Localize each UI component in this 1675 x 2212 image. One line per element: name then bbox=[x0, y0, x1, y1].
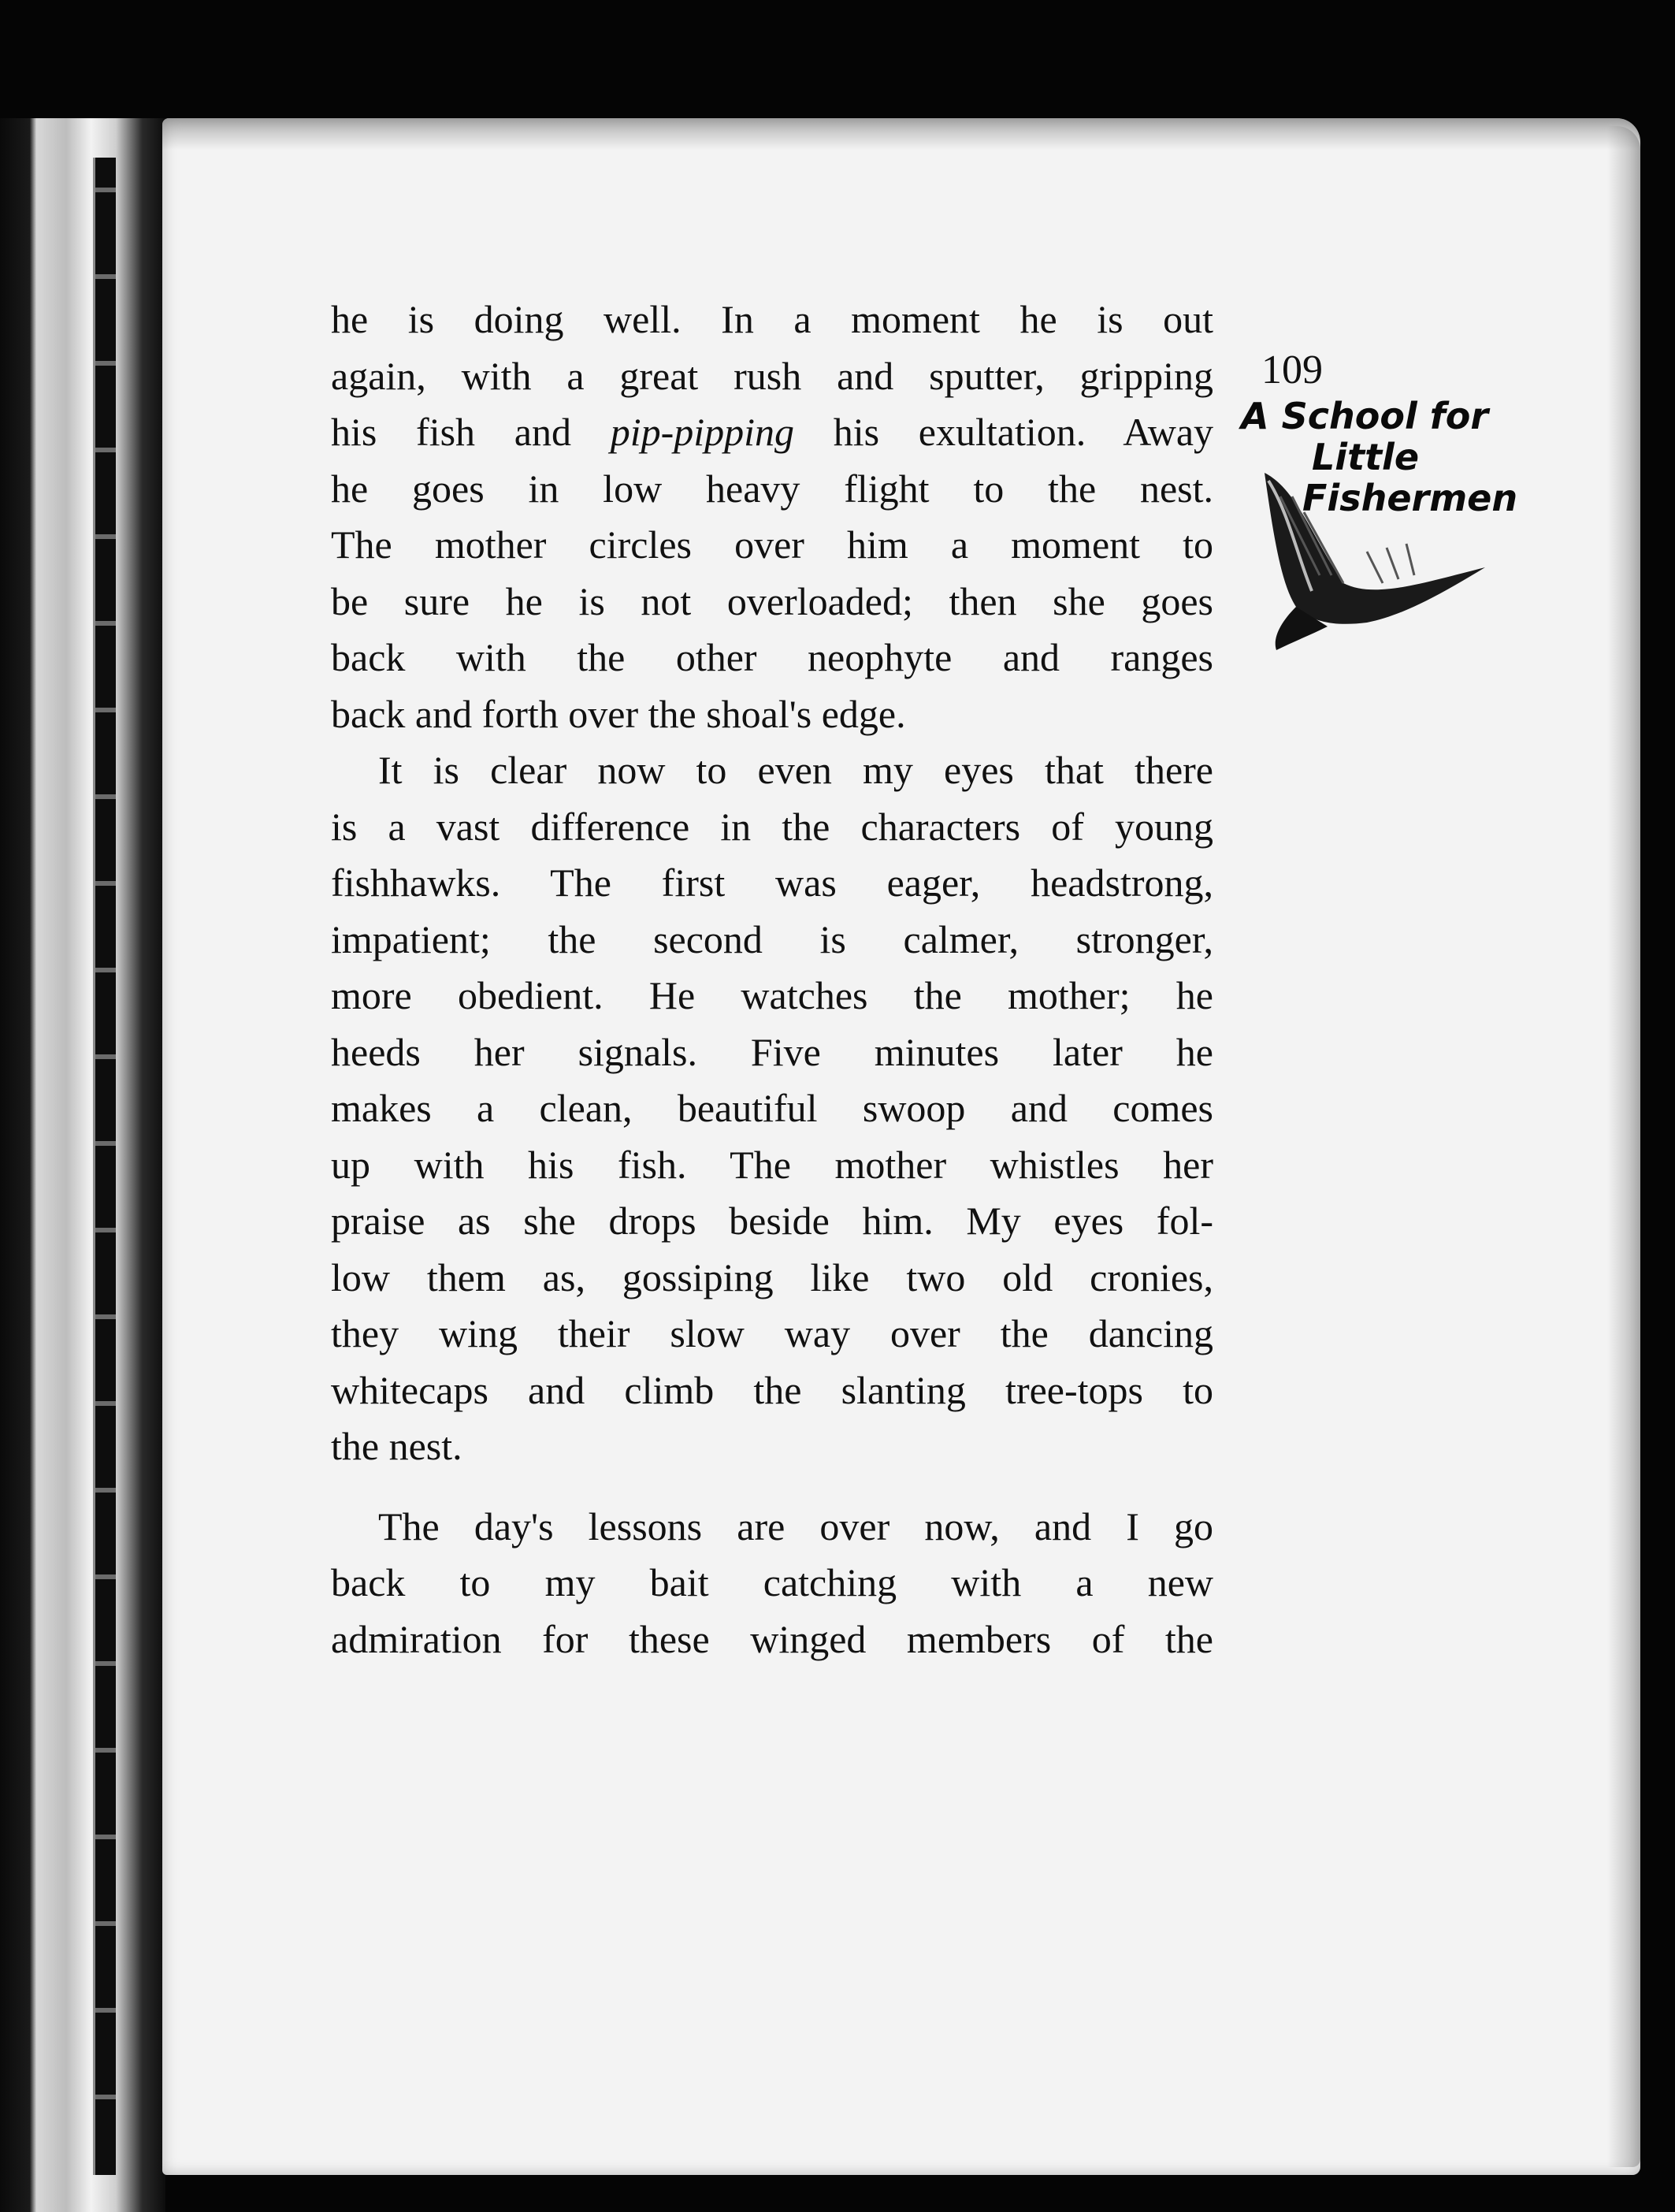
text-line: makes a clean, beautiful swoop and comes bbox=[331, 1086, 1213, 1130]
text-line: back with the other neophyte and ranges bbox=[331, 635, 1213, 679]
marginal-heading bbox=[1241, 347, 1580, 678]
text-line: back to my bait catching with a new bbox=[331, 1560, 1213, 1604]
text-line: be sure he is not overloaded; then she goes bbox=[331, 578, 1213, 623]
text-line: It is clear now to even my eyes that there bbox=[378, 748, 1213, 792]
text-line: whitecaps and climb the slanting tree-tops to bbox=[331, 1367, 1213, 1412]
text-line: admiration for these winged members of the bbox=[331, 1616, 1213, 1661]
text-line: fishhawks. The first was eager, headstrong, bbox=[331, 861, 1213, 905]
running-title-line: Fishermen bbox=[1302, 477, 1518, 519]
text-line: up with his fish. The mother whistles her bbox=[331, 1142, 1213, 1187]
text-line: praise as she drops beside him. My eyes fol- bbox=[331, 1199, 1213, 1243]
text-line: they wing their slow way over the dancing bbox=[331, 1311, 1213, 1355]
text-line: the nest. bbox=[331, 1424, 462, 1468]
text-line: The mother circles over him a moment to bbox=[331, 522, 1213, 567]
text-line: he goes in low heavy flight to the nest. bbox=[331, 466, 1213, 511]
text-line: he is doing well. In a moment he is out bbox=[331, 297, 1213, 341]
running-title-line: A School for bbox=[1241, 395, 1489, 437]
text-line: his fish and pip-pipping his exultation. Away bbox=[331, 410, 1214, 454]
text-line: low them as, gossiping like two old cronies, bbox=[331, 1255, 1213, 1299]
text-line: back and forth over the shoal's edge. bbox=[331, 691, 906, 736]
running-title-line: Little bbox=[1312, 436, 1420, 478]
book-binding bbox=[93, 158, 116, 2175]
text-line: impatient; the second is calmer, stronger, bbox=[331, 916, 1213, 961]
text-line: heeds her signals. Five minutes later he bbox=[331, 1029, 1213, 1074]
text-line: The day's lessons are over now, and I go bbox=[378, 1504, 1213, 1548]
page-body-text bbox=[331, 292, 1213, 1667]
page-top-shadow bbox=[162, 118, 1640, 150]
text-line: is a vast difference in the characters of young bbox=[331, 804, 1213, 849]
facing-page-edge bbox=[0, 118, 165, 2212]
page-number: 109 bbox=[1261, 348, 1323, 392]
text-line: again, with a great rush and sputter, gripping bbox=[331, 353, 1213, 398]
text-line: more obedient. He watches the mother; he bbox=[331, 973, 1213, 1017]
italic-word: pip-pipping bbox=[610, 410, 795, 454]
fishhawk-bird-icon bbox=[1249, 465, 1501, 654]
page-edge-shadow bbox=[1607, 126, 1640, 2167]
